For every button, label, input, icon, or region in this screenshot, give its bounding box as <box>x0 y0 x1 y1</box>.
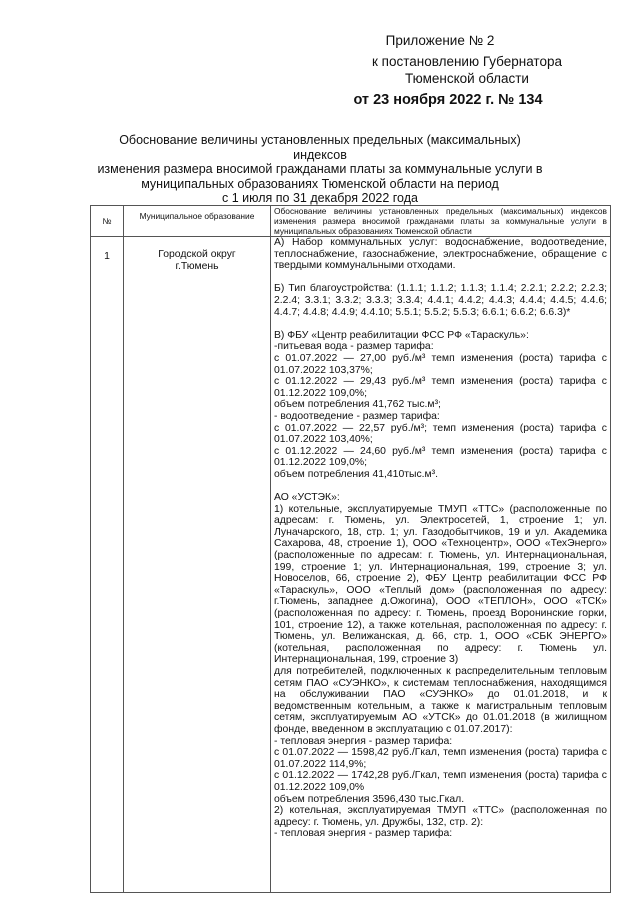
water-volume: объем потребления 41,762 тыс.м³; <box>274 399 441 411</box>
title-line-4: с 1 июля по 31 декабря 2022 года <box>222 191 418 205</box>
heat-tariff-december: с 01.12.2022 — 1742,28 руб./Гкал, темп изменения (роста) тарифа с 01.12.2022 109,0% <box>274 770 607 793</box>
header-municipality: Муниципальное образование <box>124 206 271 237</box>
appendix-number: Приложение № 2 <box>385 33 495 48</box>
row-number: 1 <box>91 237 124 893</box>
title-line-1: Обоснование величины установленных предельных (максимальных) индексов <box>119 133 521 162</box>
table-header-row <box>91 206 611 237</box>
table-row <box>91 237 611 893</box>
spacer <box>274 480 607 492</box>
services-set: А) Набор коммунальных услуг: водоснабжение, водоотведение, теплоснабжение, газоснабжение, электроснабжение, обращение с твердыми коммунальными отходами. <box>274 237 607 272</box>
improvement-type: Б) Тип благоустройства: (1.1.1; 1.1.2; 1.1.3; 1.1.4; 2.2.1; 2.2.2; 2.2.3; 2.2.4; 3.3.1; 3.3.2; 3.3.3; 3.3.4; 4.4.1; 4.4.2; 4.4.3; 4.4.4; 4.4.5; 4.4.6; 4.4.7; 4.4.8; 4.4.9; 4.4.10; 5.5.1; 5.5.2; 5.5.3; 6.6.1; 6.6.2; 6.6.3)* <box>274 283 607 318</box>
boiler-list-1: 1) котельные, эксплуатируемые ТМУП «ТТС» (расположенные по адресам: г. Тюмень, ул. Электросетей, 1, строение 1; ул. Луначарского, 18, стр. 1; ул. Газодобытчиков, 19 и ул. Академика Сахарова, 48, строение 1), ООО «Техноцентр», ООО «ТехЭнерго» (расположенные по адресам: г. Тюмень, ул. Интернациональная, 199, строение 1; ул. Интернациональная, 199, строение 3; ул. Новоселов, 66, строение 2), ФБУ Центр реабилитации ФСС РФ «Тараскуль», ООО «Теплый дом» (расположенная по адресу: г.Тюмень, западнее д.Ожогина), ООО «ТЕПЛОН», ООО «ТСК» (расположенная по адресу: г. Тюмень, проезд Воронинские горки, 101, строение 12), а также котельная, расположенная по адресу: г. Тюмень, ул. Велижанская, д. 66, стр. 1, ООО «СБК ЭНЕРГО» (котельная, расположенная по адресу: г. Тюмень ул. Интернациональная, 199, строение 3) <box>274 503 607 666</box>
water-tariff-label: -питьевая вода - размер тарифа: <box>274 341 434 353</box>
decree-line-1: к постановлению Губернатора <box>372 54 562 69</box>
row-municipality: Городской округ г.Тюмень <box>124 237 271 893</box>
heat-tariff-july: с 01.07.2022 — 1598,42 руб./Гкал, темп изменения (роста) тарифа с 01.07.2022 114,9%; <box>274 747 607 770</box>
water-tariff-december: с 01.12.2022 — 29,43 руб./м³ темп изменения (роста) тарифа с 01.12.2022 109,0%; <box>274 376 607 399</box>
justification-table <box>90 205 611 893</box>
title-line-3: муниципальных образованиях Тюменской области на период <box>141 176 499 191</box>
heat-tariff-label: - тепловая энергия - размер тарифа: <box>274 735 453 747</box>
spacer <box>274 318 607 330</box>
sewage-volume: объем потребления 41,410тыс.м³. <box>274 468 439 480</box>
decree-reference <box>342 53 592 87</box>
sewage-tariff-label: - водоотведение - размер тарифа: <box>274 410 440 422</box>
provider-taraskul: В) ФБУ «Центр реабилитации ФСС РФ «Тараскуль»: <box>274 329 529 341</box>
title-line-2: изменения размера вносимой гражданами платы за коммунальные услуги в <box>97 162 543 176</box>
decree-line-2: Тюменской области <box>405 71 529 86</box>
row-justification <box>271 237 611 893</box>
spacer <box>274 272 607 284</box>
header-justification: Обоснование величины установленных предельных (максимальных) индексов изменения размера вносимой гражданами платы за коммунальные услуги в муниципальных образованиях Тюменской области <box>271 206 611 237</box>
heat-tariff-label-2: - тепловая энергия - размер тарифа: <box>274 828 453 840</box>
provider-ustek: АО «УСТЭК»: <box>274 492 340 504</box>
appendix-header <box>330 32 550 49</box>
document-title <box>95 133 545 206</box>
boiler-list-2: 2) котельная, эксплуатируемая ТМУП «ТТС» (расположенная по адресу: г. Тюмень, ул. Дружбы, 132, стр. 2): <box>274 805 607 828</box>
consumers-description: для потребителей, подключенных к распределительным тепловым сетям ПАО «СУЭНКО», к системам теплоснабжения, находящимся на обслуживании ПАО «СУЭНКО» до 01.01.2018, и к ведомственным котельным, а также к магистральным тепловым сетям, эксплуатируемым АО «УТСК» до 01.01.2018 (в жилищном фонде, введенном в эксплуатацию с 01.07.2017): <box>274 665 607 735</box>
sewage-tariff-december: с 01.12.2022 — 24,60 руб./м³ темп изменения (роста) тарифа с 01.12.2022 109,0%; <box>274 445 607 469</box>
header-number: № <box>91 206 124 237</box>
decree-date-number: от 23 ноября 2022 г. № 134 <box>353 92 543 108</box>
sewage-tariff-july: с 01.07.2022 — 22,57 руб./м³; темп изменения (роста) тарифа с 01.07.2022 103,40%; <box>274 422 607 446</box>
water-tariff-july: с 01.07.2022 — 27,00 руб./м³ темп изменения (роста) тарифа с 01.07.2022 103,37%; <box>274 352 607 376</box>
heat-volume: объем потребления 3596,430 тыс.Гкал. <box>274 793 465 805</box>
